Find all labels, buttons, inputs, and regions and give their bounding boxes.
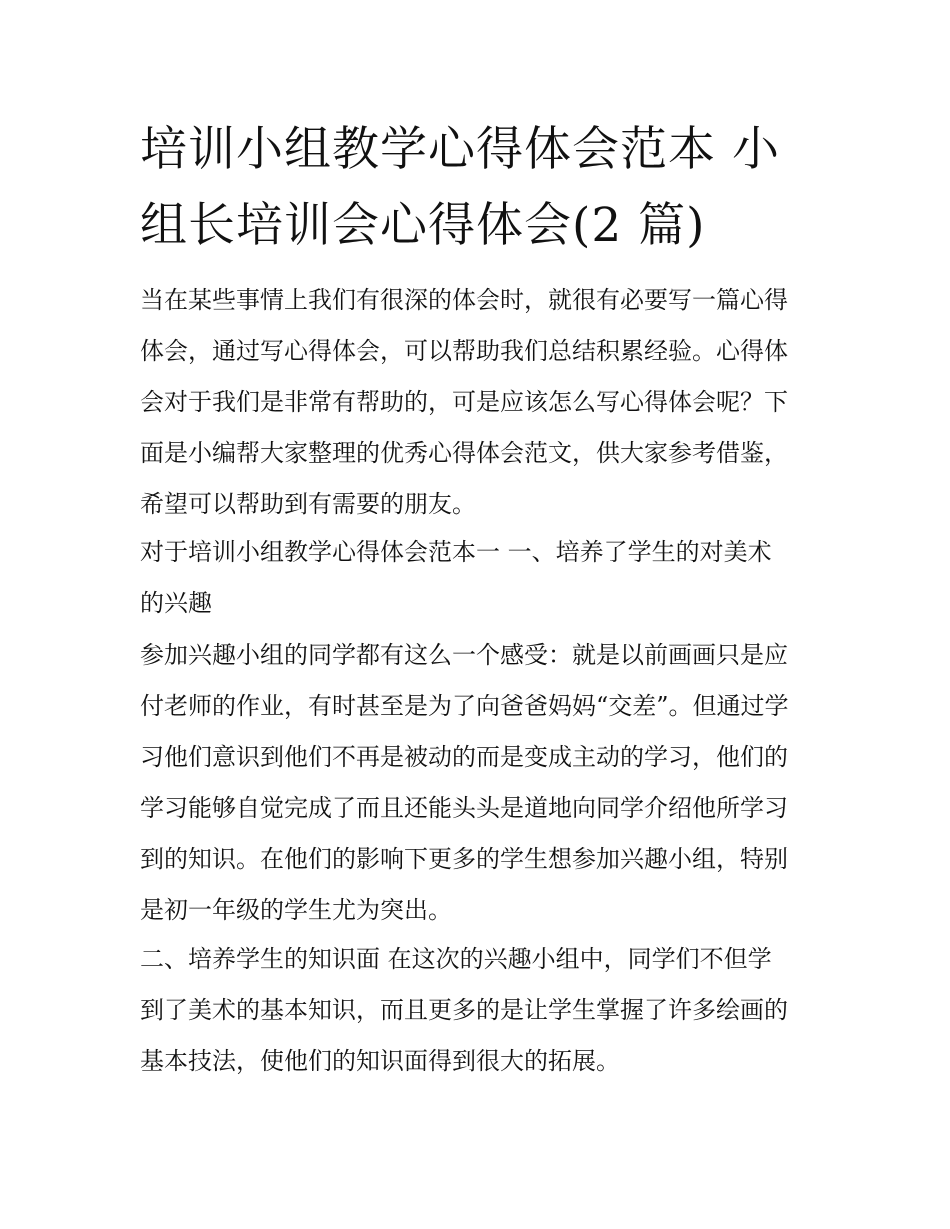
paragraph-line: 是初一年级的学生尤为突出。: [140, 896, 452, 924]
paragraph-line: 的兴趣: [140, 589, 212, 617]
document-title: [140, 112, 820, 264]
section-heading-paragraph: [140, 527, 820, 629]
paragraph-line: 习他们意识到他们不再是被动的而是变成主动的学习，他们的: [140, 743, 788, 771]
intro-paragraph: [140, 275, 820, 530]
paragraph-line: 付老师的作业，有时甚至是为了向爸爸妈妈“交差”。但通过学: [140, 692, 789, 720]
paragraph-line: 希望可以帮助到有需要的朋友。: [140, 490, 476, 518]
paragraph-line: 到的知识。在他们的影响下更多的学生想参加兴趣小组，特别: [140, 845, 788, 873]
paragraph-line: 当在某些事情上我们有很深的体会时，就很有必要写一篇心得: [140, 286, 788, 314]
paragraph-line: 二、培养学生的知识面 在这次的兴趣小组中，同学们不但学: [140, 945, 772, 973]
paragraph-line: 体会，通过写心得体会，可以帮助我们总结积累经验。心得体: [140, 337, 788, 365]
body-paragraph: [140, 630, 820, 936]
paragraph-line: 对于培训小组教学心得体会范本一 一、培养了学生的对美术: [140, 538, 772, 566]
paragraph-line: 基本技法，使他们的知识面得到很大的拓展。: [140, 1047, 620, 1075]
paragraph-line: 面是小编帮大家整理的优秀心得体会范文，供大家参考借鉴，: [140, 439, 788, 467]
paragraph-line: 会对于我们是非常有帮助的，可是应该怎么写心得体会呢？下: [140, 388, 788, 416]
title-line: 组长培训会心得体会(2 篇): [140, 198, 706, 253]
paragraph-line: 到了美术的基本知识，而且更多的是让学生掌握了许多绘画的: [140, 996, 788, 1024]
title-line: 培训小组教学心得体会范本 小: [140, 122, 780, 177]
body-paragraph: [140, 934, 820, 1087]
paragraph-line: 学习能够自觉完成了而且还能头头是道地向同学介绍他所学习: [140, 794, 788, 822]
paragraph-line: 参加兴趣小组的同学都有这么一个感受：就是以前画画只是应: [140, 641, 788, 669]
